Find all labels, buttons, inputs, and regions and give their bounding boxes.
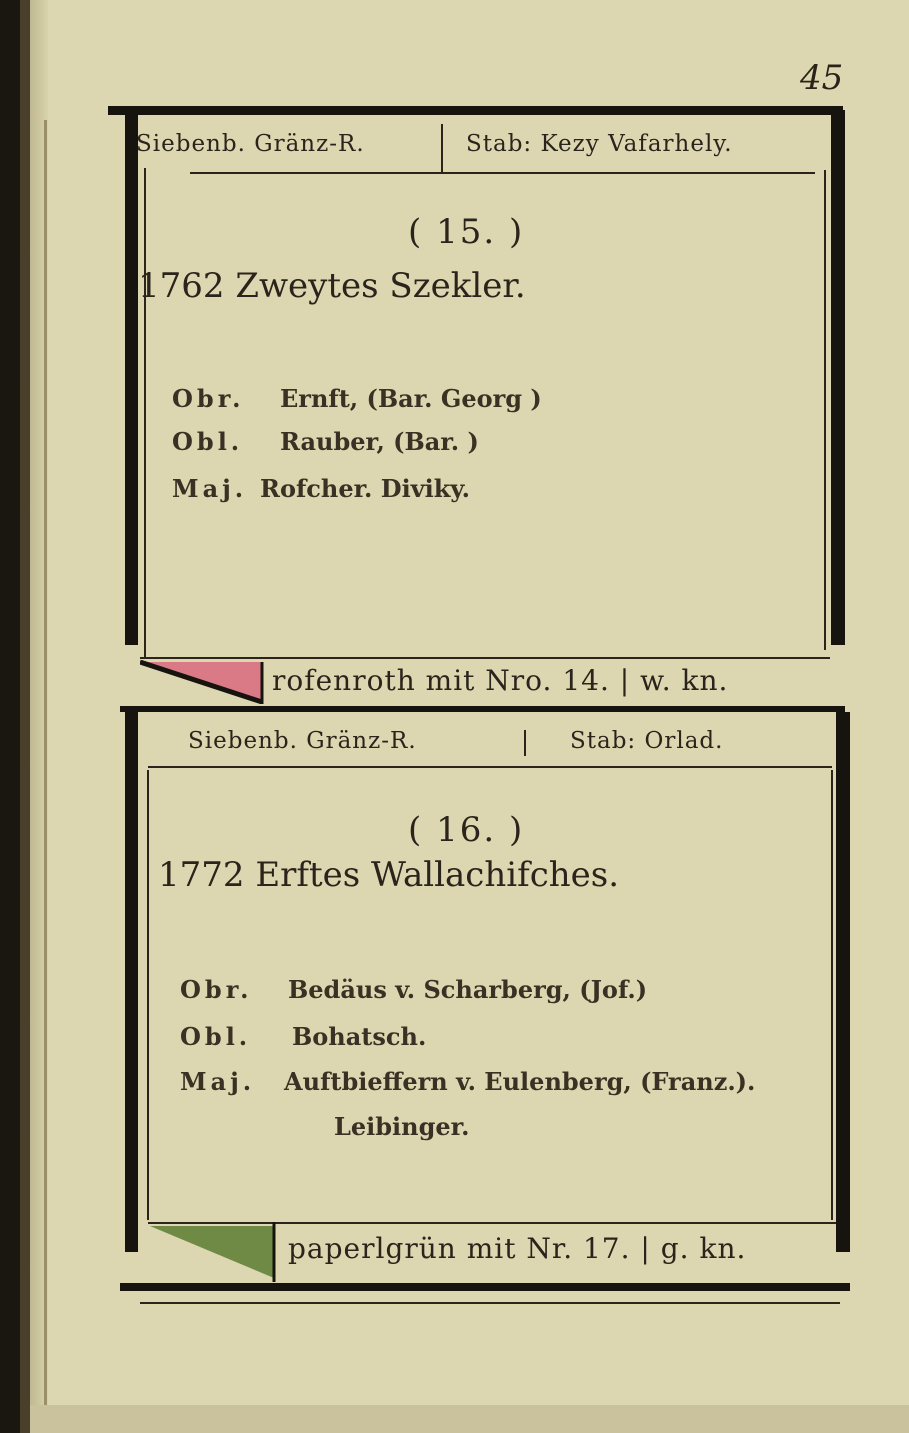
- page-number: 45: [800, 58, 844, 98]
- frame-inner-right: [824, 170, 826, 650]
- officer-rank: Maj.: [172, 474, 248, 503]
- officer-name: Ernft, (Bar. Georg ): [280, 384, 542, 413]
- officer-name: Rauber, (Bar. ): [280, 427, 479, 456]
- officer-name: Rofcher. Diviky.: [260, 474, 470, 503]
- facing-color-swatch: [140, 660, 265, 704]
- facing-top-line: [140, 657, 830, 659]
- frame-right-bar: [831, 110, 845, 645]
- spine-edge: [20, 0, 30, 1433]
- frame-inner-right: [831, 770, 833, 1220]
- regiment-title: 1772 Erftes Wallachifches.: [158, 855, 620, 895]
- book-spine: [0, 0, 20, 1433]
- officer-name: Auftbieffern v. Eulenberg, (Franz.).: [284, 1067, 756, 1096]
- bottom-rule: [120, 1283, 850, 1291]
- frame-inner-left: [144, 168, 146, 658]
- officer-name: Bedäus v. Scharberg, (Jof.): [288, 975, 648, 1004]
- officer-line: [172, 384, 542, 413]
- bottom-thin-rule: [140, 1302, 840, 1304]
- entry-header-right: Stab: Orlad.: [570, 728, 724, 754]
- facing-color-swatch: [150, 1222, 280, 1284]
- top-rule: [108, 106, 843, 115]
- officer-rank: Maj.: [180, 1067, 256, 1096]
- frame-left-bar: [125, 110, 138, 645]
- officer-rank: Obl.: [180, 1022, 252, 1051]
- officer-line: [180, 975, 647, 1004]
- page-edge-line: [44, 120, 47, 1420]
- entry-number: ( 15. ): [408, 212, 525, 252]
- officer-rank: Obr.: [180, 975, 253, 1004]
- officer-line: [172, 474, 470, 503]
- page-bottom-shadow: [30, 1405, 909, 1433]
- frame-left-bar: [125, 712, 138, 1252]
- facing-description: paperlgrün mit Nr. 17. | g. kn.: [288, 1232, 747, 1265]
- officer-name: Leibinger.: [334, 1112, 470, 1141]
- header-underline: [148, 766, 832, 768]
- entry-header-right: Stab: Kezy Vafarhely.: [466, 131, 733, 157]
- officer-rank: Obl.: [172, 427, 244, 456]
- header-underline: [190, 172, 815, 174]
- header-separator: [441, 124, 443, 174]
- frame-right-bar: [836, 712, 850, 1252]
- officer-rank: Obr.: [172, 384, 245, 413]
- officer-line: [180, 1112, 469, 1141]
- officer-line: [172, 427, 479, 456]
- header-separator: [524, 730, 526, 756]
- entry-header-left: Siebenb. Gränz-R.: [188, 728, 417, 754]
- officer-line: [180, 1067, 755, 1096]
- officer-line: [180, 1022, 426, 1051]
- frame-inner-left: [147, 770, 149, 1220]
- entry-divider: [120, 706, 845, 712]
- regiment-title: 1762 Zweytes Szekler.: [138, 266, 526, 306]
- facing-description: rofenroth mit Nro. 14. | w. kn.: [272, 664, 729, 697]
- officer-name: Bohatsch.: [292, 1022, 427, 1051]
- entry-number: ( 16. ): [408, 810, 525, 850]
- entry-header-left: Siebenb. Gränz-R.: [136, 131, 365, 157]
